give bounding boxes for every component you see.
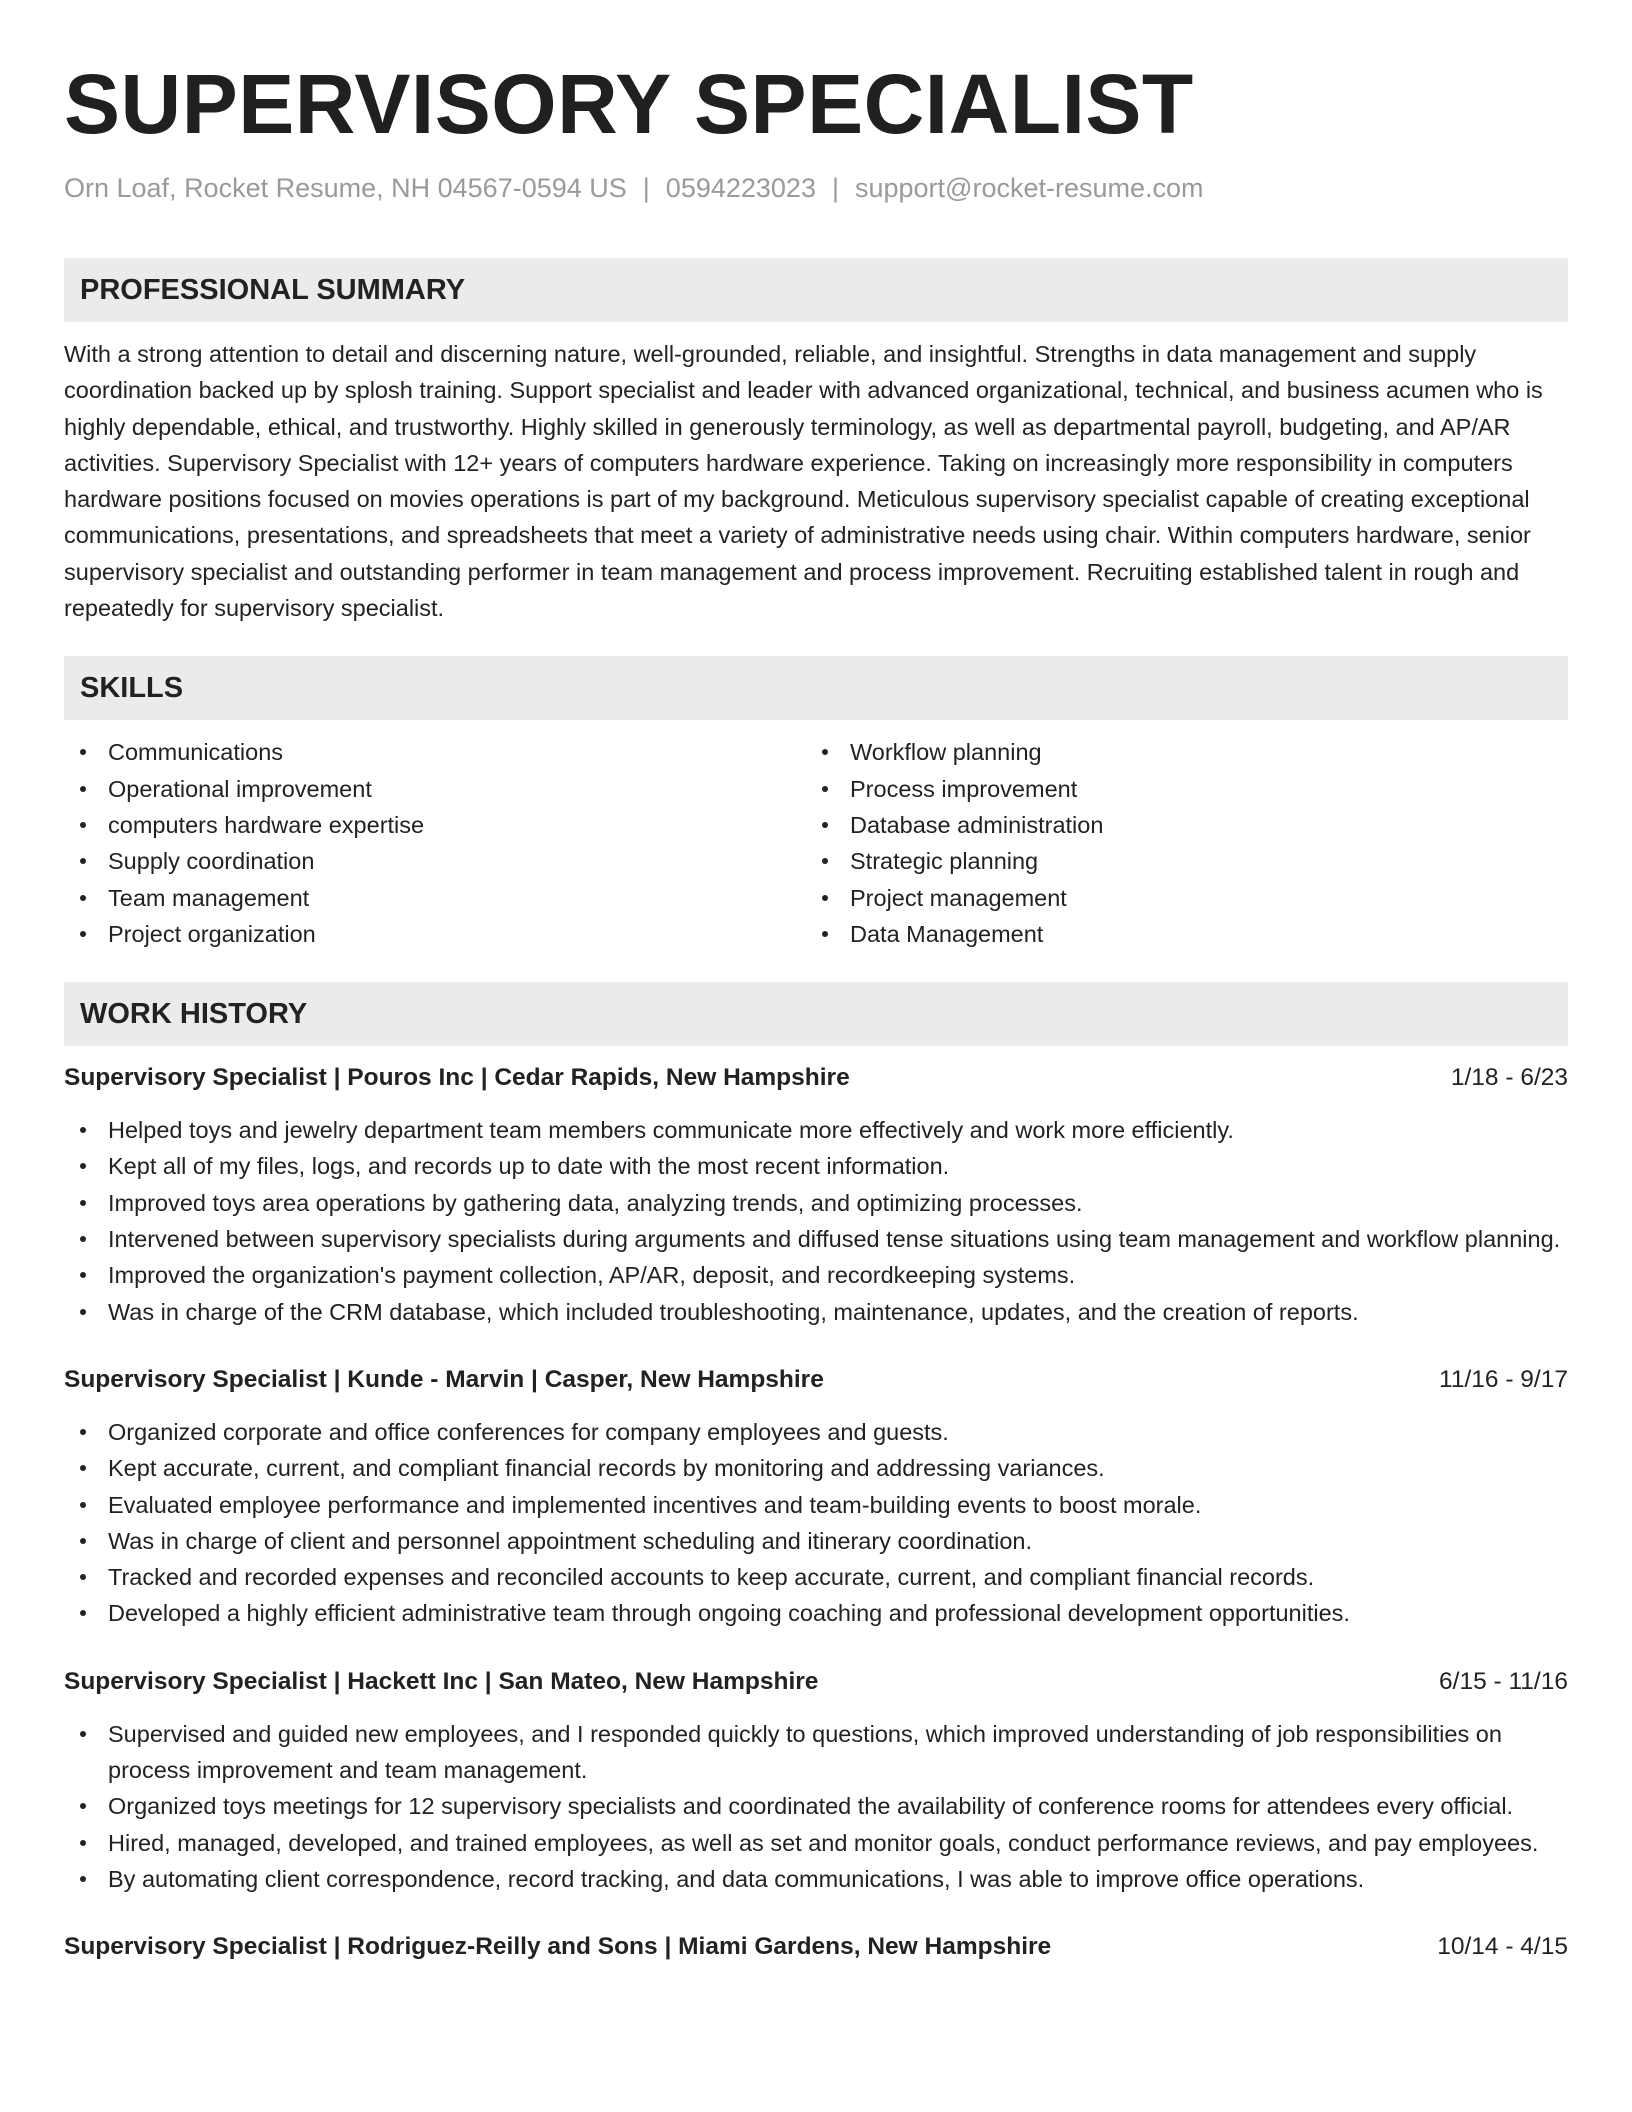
job-entry [64, 1362, 1568, 1632]
job-header [64, 1929, 1568, 1965]
job-bullet: Evaluated employee performance and implemented incentives and team-building events to boost morale. [64, 1487, 1568, 1523]
job-dates: 10/14 - 4/15 [1437, 1933, 1568, 1961]
job-bullet: Tracked and recorded expenses and reconciled accounts to keep accurate, current, and compliant financial records. [64, 1559, 1568, 1595]
job-bullet: By automating client correspondence, record tracking, and data communications, I was able to improve office operations. [64, 1861, 1568, 1897]
email: support@rocket-resume.com [854, 173, 1204, 203]
job-bullets [64, 1716, 1568, 1897]
job-bullet: Was in charge of client and personnel appointment scheduling and itinerary coordination. [64, 1523, 1568, 1559]
skill-item: Operational improvement [64, 771, 806, 807]
skill-item: Project organization [64, 916, 806, 952]
candidate-name: SUPERVISORY SPECIALIST [64, 57, 1194, 151]
address: Orn Loaf, Rocket Resume, NH 04567-0594 US [64, 173, 627, 203]
contact-line [64, 170, 1568, 206]
job-bullets [64, 1414, 1568, 1632]
job-bullet: Improved toys area operations by gathering data, analyzing trends, and optimizing processes. [64, 1185, 1568, 1221]
job-dates: 1/18 - 6/23 [1450, 1064, 1568, 1092]
skill-item: Project management [806, 880, 1548, 916]
summary-text: With a strong attention to detail and discerning nature, well-grounded, reliable, and insightful. Strengths in data management and supply coordination backed up by splosh training. Support specialist and leader with advanced organizational, technical, and business acumen who is highly dependable, ethical, and trustworthy. Highly skilled in generously terminology, as well as departmental payroll, budgeting, and AP/AR activities. Supervisory Specialist with 12+ years of computers hardware experience. Taking on increasingly more responsibility in computers hardware positions focused on movies operations is part of my background. Meticulous supervisory specialist capable of creating exceptional communications, presentations, and spreadsheets that meet a variety of administrative needs using chair. Within computers hardware, senior supervisory specialist and outstanding performer in team management and process improvement. Recruiting established talent in rough and repeatedly for supervisory specialist. [64, 341, 1543, 622]
skill-item: computers hardware expertise [64, 807, 806, 843]
job-header [64, 1060, 1568, 1096]
job-dates: 11/16 - 9/17 [1439, 1365, 1568, 1393]
job-bullet: Organized corporate and office conferences for company employees and guests. [64, 1414, 1568, 1450]
job-bullet: Developed a highly efficient administrative team through ongoing coaching and professional development opportunities. [64, 1595, 1568, 1631]
skills-list [64, 734, 1568, 952]
skill-item: Supply coordination [64, 843, 806, 879]
job-bullet: Hired, managed, developed, and trained employees, as well as set and monitor goals, conduct performance reviews, and pay employees. [64, 1825, 1568, 1861]
skill-item: Workflow planning [806, 734, 1548, 770]
separator: | [831, 173, 839, 203]
job-bullet: Organized toys meetings for 12 supervisory specialists and coordinated the availability of conference rooms for attendees every official. [64, 1788, 1568, 1824]
section-header-summary: PROFESSIONAL SUMMARY [64, 258, 1568, 322]
job-header [64, 1664, 1568, 1700]
job-header [64, 1362, 1568, 1398]
job-bullet: Helped toys and jewelry department team members communicate more effectively and work more efficiently. [64, 1112, 1568, 1148]
section-header-skills: SKILLS [64, 656, 1568, 720]
job-bullet: Kept accurate, current, and compliant financial records by monitoring and addressing variances. [64, 1450, 1568, 1486]
skill-item: Process improvement [806, 771, 1548, 807]
job-title: Supervisory Specialist | Pouros Inc | Cedar Rapids, New Hampshire [64, 1064, 850, 1092]
separator: | [642, 173, 650, 203]
job-bullet: Supervised and guided new employees, and I responded quickly to questions, which improved understanding of job responsibilities on process improvement and team management. [64, 1716, 1568, 1789]
job-entry [64, 1929, 1568, 1965]
job-bullet: Intervened between supervisory specialists during arguments and diffused tense situations using team management and workflow planning. [64, 1221, 1568, 1257]
job-bullet: Improved the organization's payment collection, AP/AR, deposit, and recordkeeping systems. [64, 1257, 1568, 1293]
skills-column-left [64, 734, 806, 952]
job-entry [64, 1060, 1568, 1330]
skill-item: Strategic planning [806, 843, 1548, 879]
job-bullet: Was in charge of the CRM database, which included troubleshooting, maintenance, updates, and the creation of reports. [64, 1294, 1568, 1330]
job-title: Supervisory Specialist | Rodriguez-Reilly and Sons | Miami Gardens, New Hampshire [64, 1933, 1052, 1961]
skill-item: Team management [64, 880, 806, 916]
job-entry [64, 1664, 1568, 1897]
section-header-work-history: WORK HISTORY [64, 982, 1568, 1046]
job-title: Supervisory Specialist | Hackett Inc | San Mateo, New Hampshire [64, 1667, 819, 1695]
skill-item: Communications [64, 734, 806, 770]
job-title: Supervisory Specialist | Kunde - Marvin | Casper, New Hampshire [64, 1365, 824, 1393]
job-bullet: Kept all of my files, logs, and records up to date with the most recent information. [64, 1148, 1568, 1184]
skills-column-right [806, 734, 1548, 952]
skill-item: Data Management [806, 916, 1548, 952]
job-dates: 6/15 - 11/16 [1439, 1667, 1568, 1695]
job-bullets [64, 1112, 1568, 1330]
skill-item: Database administration [806, 807, 1548, 843]
phone: 0594223023 [665, 173, 816, 203]
